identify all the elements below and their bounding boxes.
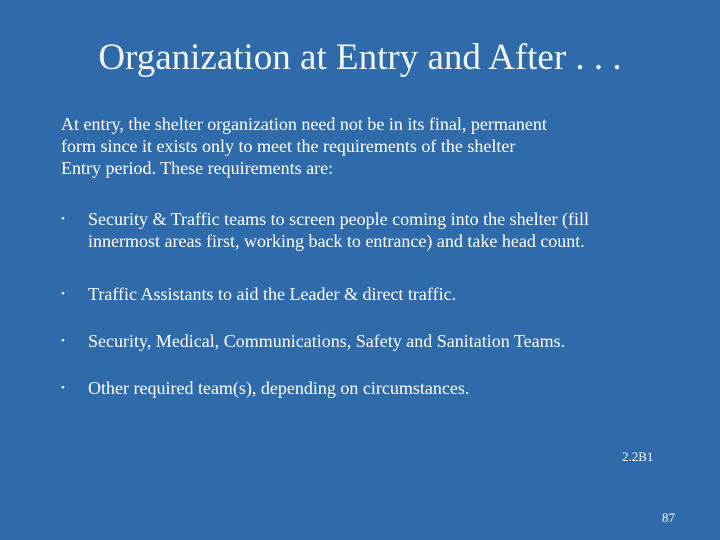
bullet-item [61,283,681,305]
intro-line: Entry period. These requirements are: [61,158,334,178]
intro-line: At entry, the shelter organization need not be in its final, permanent [61,114,547,134]
bullet-line: Security, Medical, Communications, Safety and Sanitation Teams. [88,331,566,351]
bullet-line: Traffic Assistants to aid the Leader & direct traffic. [88,284,457,304]
bullet-dot-icon: • [61,288,65,300]
bullet-text [88,377,469,399]
bullet-dot-icon: • [61,382,65,394]
intro-line: form since it exists only to meet the requirements of the shelter [61,136,516,156]
bullet-item [61,330,681,352]
bullet-item [61,208,681,252]
slide-title: Organization at Entry and After . . . [98,37,622,78]
intro-paragraph [61,113,661,179]
reference-code: 2.2B1 [622,449,654,464]
page-number: 87 [662,510,675,525]
bullet-text [88,330,565,352]
bullet-line: innermost areas first, working back to entrance) and take head count. [88,231,585,251]
bullet-dot-icon: • [61,335,65,347]
bullet-line: Security & Traffic teams to screen people coming into the shelter (fill [88,209,590,229]
bullet-text [88,283,456,305]
bullet-line: Other required team(s), depending on circumstances. [88,378,470,398]
bullet-item [61,377,681,399]
bullet-text [88,208,589,252]
bullet-dot-icon: • [61,213,65,225]
